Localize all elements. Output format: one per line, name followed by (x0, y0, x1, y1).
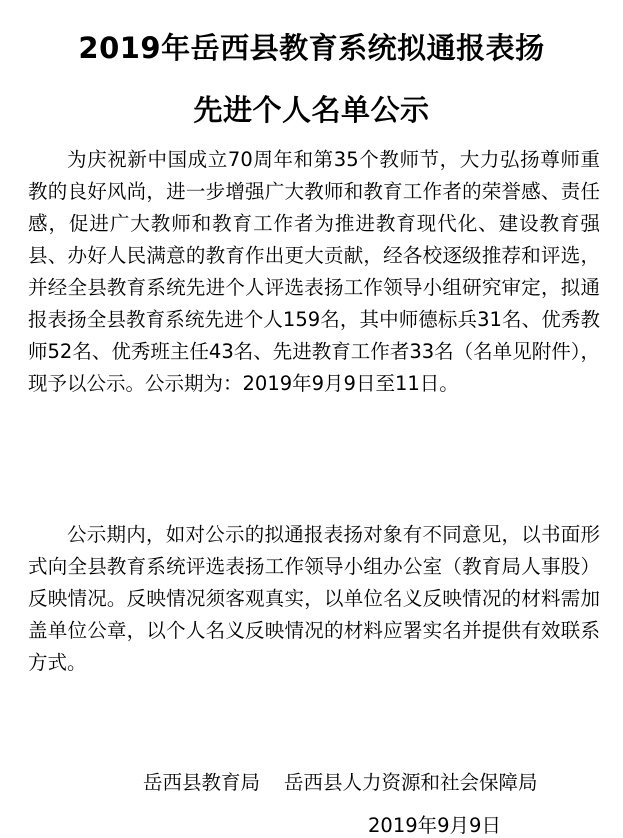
paragraph-feedback-instructions: 公示期内，如对公示的拟通报表扬对象有不同意见，以书面形式向全县教育系统评选表扬工作领导小组办公室（教育局人事股）反映情况。反映情况须客观真实，以单位名义反映情况的材料需加盖单位公章，以个人名义反映情况的材料应署实名并提供有效联系方式。 (28, 523, 600, 674)
signature-block (143, 767, 538, 795)
document-title-line-2: 先进个人名单公示 (193, 93, 430, 127)
issue-date: 2019年9月9日 (368, 814, 501, 837)
signer-education-bureau: 岳西县教育局 (143, 771, 261, 794)
document-title-line-1: 2019年岳西县教育系统拟通报表扬 (78, 31, 545, 65)
paragraph-announcement: 为庆祝新中国成立70周年和第35个教师节，大力弘扬尊师重教的良好风尚，进一步增强广大教师和教育工作者的荣誉感、责任感，促进广大教师和教育工作者为推进教育现代化、建设教育强县、办好人民满意的教育作出更大贡献，经各校逐级推荐和评选，并经全县教育系统先进个人评选表扬工作领导小组研究审定，拟通报表扬全县教育系统先进个人159名，其中师德标兵31名、优秀教师52名、优秀班主任43名、先进教育工作者33名（名单见附件），现予以公示。公示期为：2019年9月9日至11日。 (28, 148, 600, 395)
signer-hr-social-security-bureau: 岳西县人力资源和社会保障局 (284, 771, 538, 794)
